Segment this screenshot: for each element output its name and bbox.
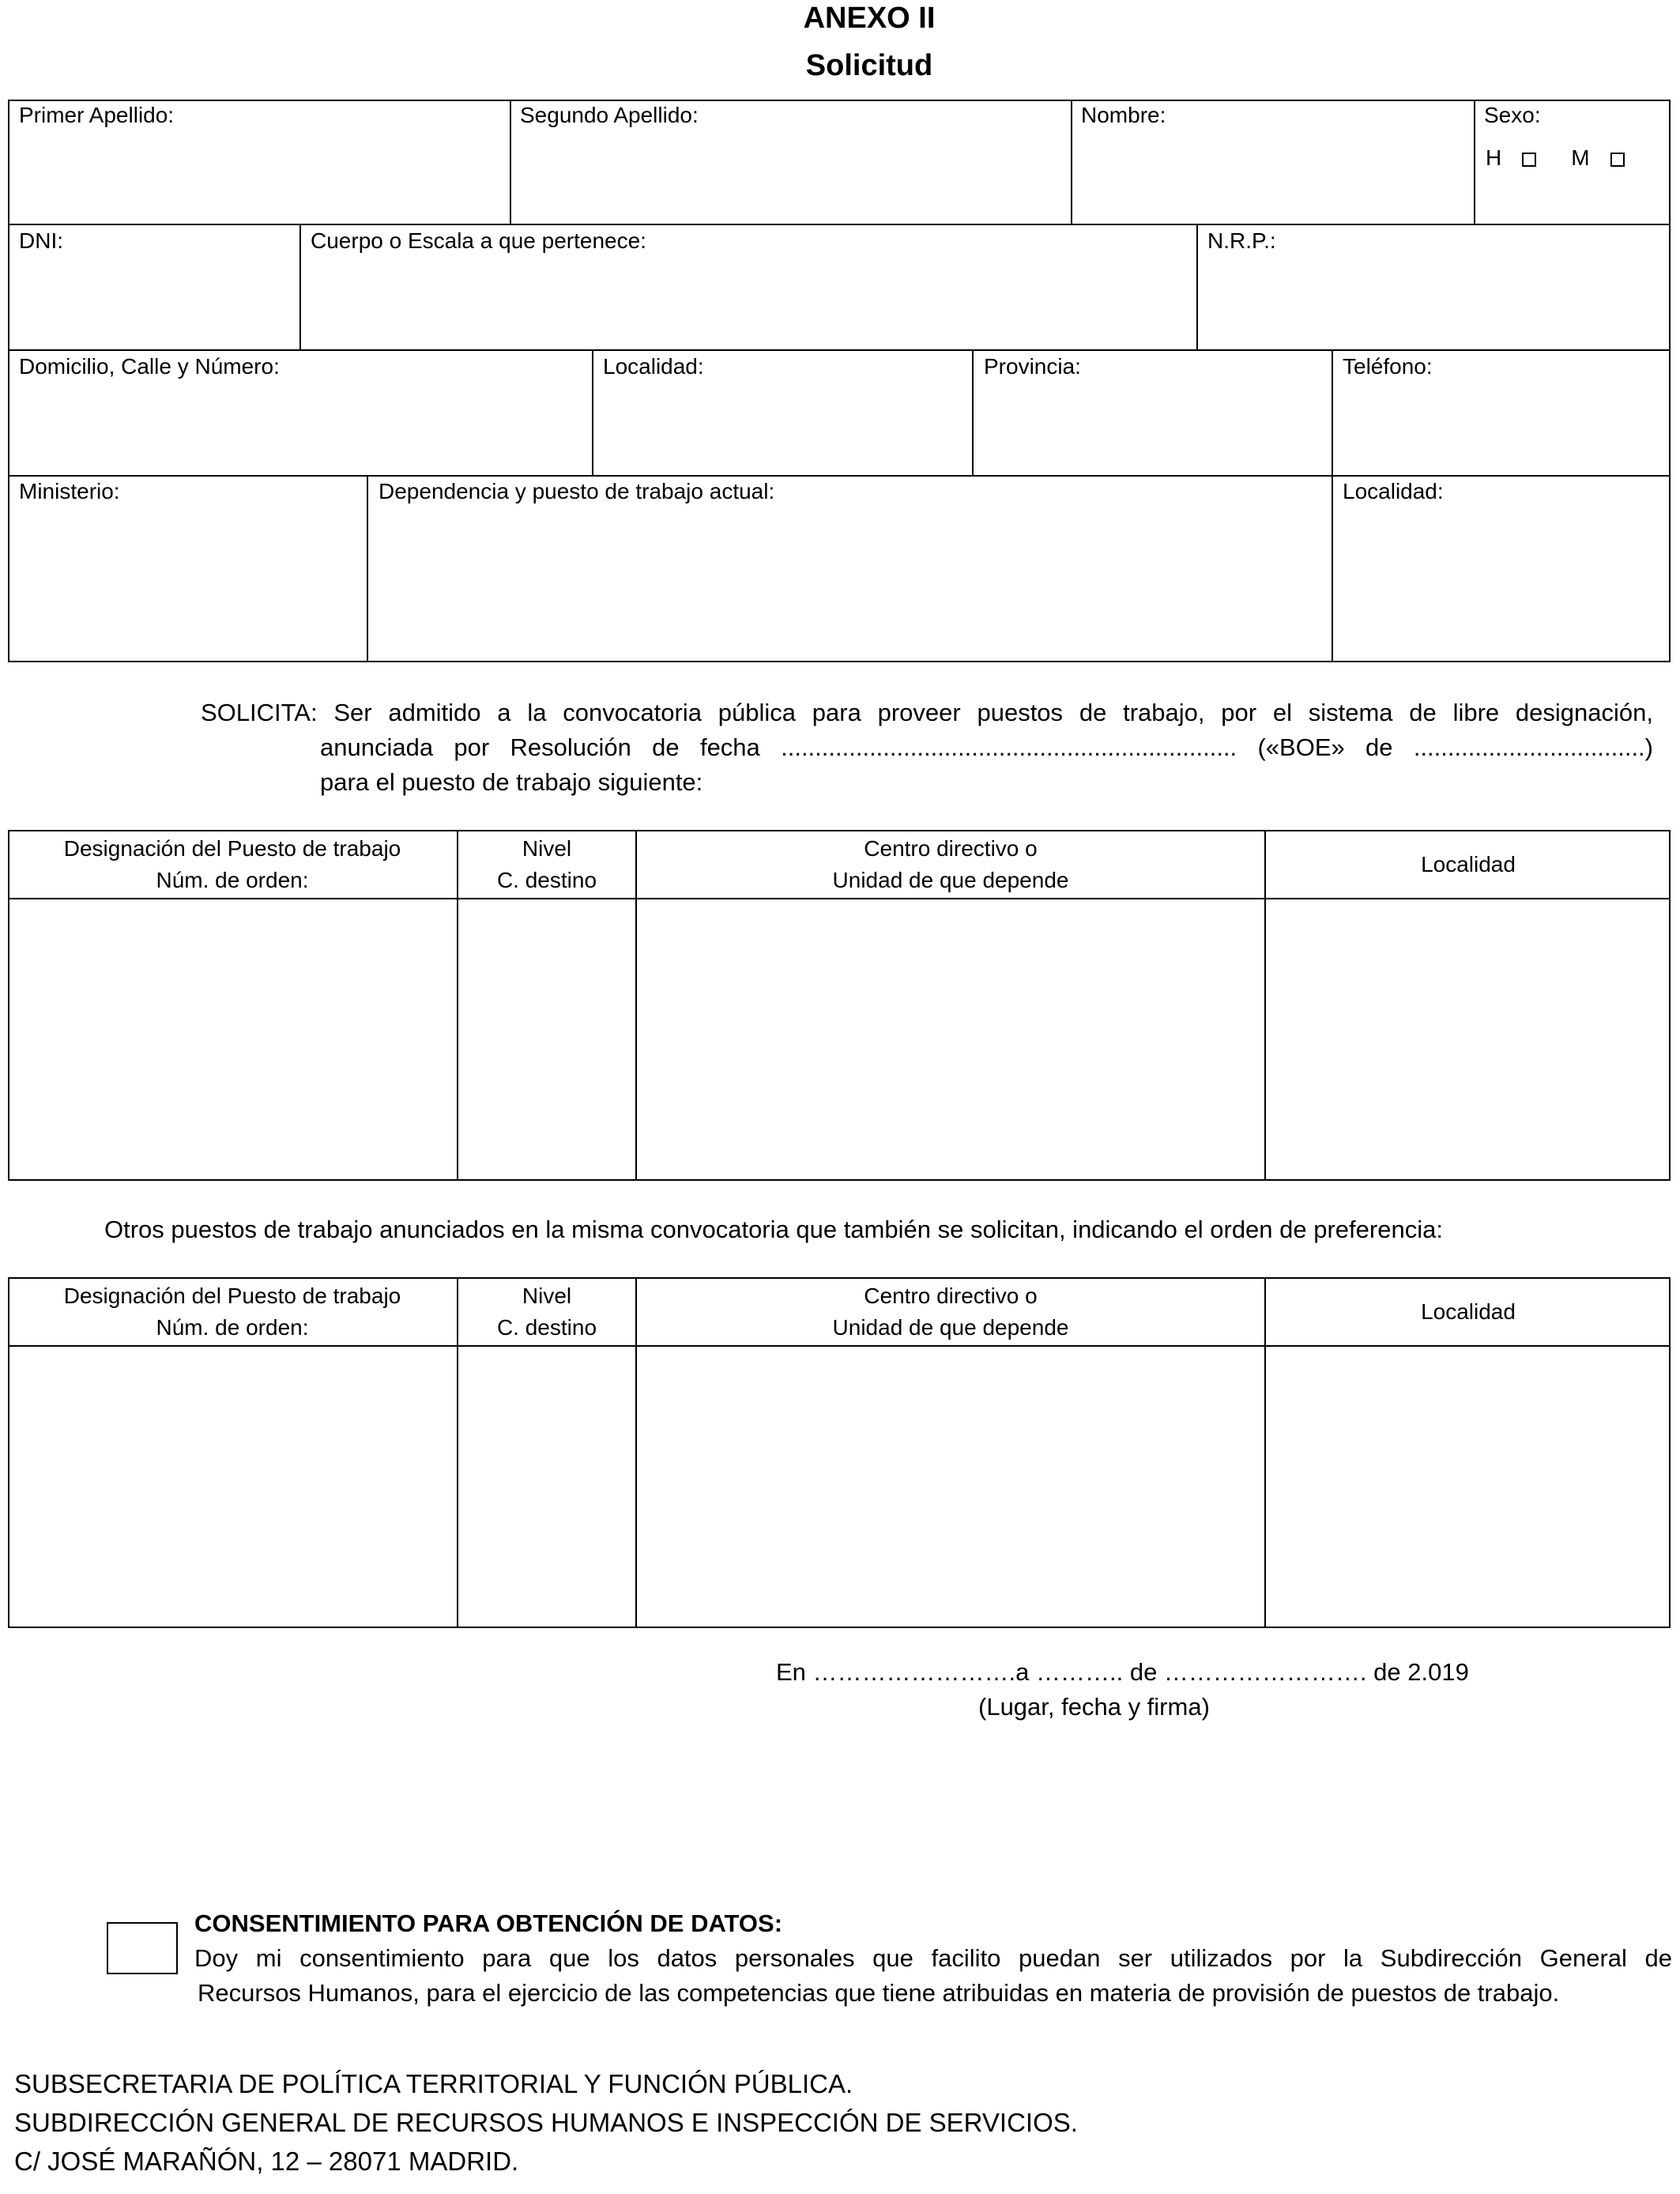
col-header-line: Centro directivo o: [864, 836, 1038, 861]
nombre-label: Nombre:: [1081, 103, 1166, 127]
row-divider: [8, 475, 1671, 477]
footer-line-2: SUBDIRECCIÓN GENERAL DE RECURSOS HUMANOS E INSPECCIÓN DE SERVICIOS.: [14, 2108, 1078, 2137]
col-header-designacion: [8, 1280, 457, 1344]
footer-line-1: SUBSECRETARIA DE POLÍTICA TERRITORIAL Y FUNCIÓN PÚBLICA.: [14, 2069, 853, 2098]
sexo-m-checkbox[interactable]: [1610, 153, 1625, 167]
col-divider: [299, 224, 301, 350]
sexo-h-checkbox[interactable]: [1522, 153, 1536, 167]
personal-data-block: [8, 100, 1671, 662]
signature-line: En …………………….a ……….. de ……………………. de 2.019: [776, 1658, 1469, 1686]
col-divider: [1264, 1277, 1266, 1628]
col-divider: [1332, 475, 1333, 662]
primer-apellido-label: Primer Apellido:: [19, 103, 175, 127]
table-header-divider: [8, 1345, 1671, 1347]
solicita-line-1: SOLICITA: Ser admitido a la convocatoria pública para proveer puestos de trabajo, por el sistema de libre designación,: [201, 699, 1653, 726]
ministerio-label: Ministerio:: [19, 479, 120, 503]
col-divider: [1196, 224, 1198, 350]
solicita-line-3: para el puesto de trabajo siguiente:: [320, 768, 703, 796]
consent-title: CONSENTIMIENTO PARA OBTENCIÓN DE DATOS:: [194, 1909, 783, 1937]
col-divider: [1474, 100, 1475, 224]
domicilio-label: Domicilio, Calle y Número:: [19, 354, 280, 379]
col-divider: [972, 349, 974, 476]
segundo-apellido-label: Segundo Apellido:: [520, 103, 699, 127]
sexo-label: Sexo:: [1484, 103, 1541, 127]
localidad-actual-label: Localidad:: [1343, 479, 1444, 503]
col-header-line: Centro directivo o: [864, 1284, 1038, 1308]
telefono-label: Teléfono:: [1343, 354, 1433, 379]
col-header-line: Nivel: [522, 836, 572, 861]
consent-line-2: Recursos Humanos, para el ejercicio de las competencias que tiene atribuidas en materia de provisión de puestos de trabajo.: [198, 1979, 1560, 2007]
col-divider: [592, 349, 593, 476]
col-header-line: Unidad de que depende: [832, 868, 1069, 892]
col-header-centro: [637, 833, 1264, 896]
row-divider: [8, 224, 1671, 225]
col-header-localidad: Localidad: [1421, 852, 1516, 876]
consent-checkbox[interactable]: [107, 1922, 178, 1974]
col-header-line: Designación del Puesto de trabajo: [63, 836, 401, 861]
col-header-localidad: Localidad: [1421, 1299, 1516, 1324]
col-header-nivel: [458, 833, 635, 896]
footer-line-3: C/ JOSÉ MARAÑÓN, 12 – 28071 MADRID.: [14, 2147, 519, 2176]
sexo-h-label: H: [1486, 145, 1502, 170]
col-divider: [510, 100, 511, 224]
col-header-line: Nivel: [522, 1284, 572, 1308]
col-header-line: C. destino: [496, 1315, 597, 1340]
col-divider: [1264, 830, 1266, 1181]
col-header-line: Unidad de que depende: [832, 1315, 1069, 1340]
col-header-line: Núm. de orden:: [156, 1315, 309, 1340]
sexo-options: [1486, 145, 1625, 171]
dni-label: DNI:: [19, 228, 63, 253]
dependencia-label: Dependencia y puesto de trabajo actual:: [379, 479, 775, 503]
nrp-label: N.R.P.:: [1207, 228, 1276, 253]
page-title: Solicitud: [805, 49, 933, 82]
col-header-designacion: [8, 833, 457, 896]
col-divider: [367, 475, 368, 662]
localidad-label: Localidad:: [603, 354, 704, 379]
sexo-m-label: M: [1571, 145, 1590, 170]
solicita-line-2: anunciada por Resolución de fecha ................................................................... («BOE» de ..................................): [320, 733, 1653, 761]
col-divider: [1071, 100, 1072, 224]
otros-puestos-text: Otros puestos de trabajo anunciados en la misma convocatoria que también se solicitan, indicando el orden de preferencia:: [104, 1216, 1443, 1243]
col-divider: [1332, 349, 1333, 476]
table-header-divider: [8, 898, 1671, 899]
col-header-line: C. destino: [496, 868, 597, 892]
signature-caption: (Lugar, fecha y firma): [978, 1693, 1210, 1721]
provincia-label: Provincia:: [984, 354, 1081, 379]
col-header-line: Designación del Puesto de trabajo: [63, 1284, 401, 1308]
cuerpo-label: Cuerpo o Escala a que pertenece:: [311, 228, 646, 253]
consent-line-1: Doy mi consentimiento para que los datos personales que facilito puedan ser utilizados por la Subdirección General de: [194, 1944, 1672, 1972]
col-header-nivel: [458, 1280, 635, 1344]
col-header-line: Núm. de orden:: [156, 868, 309, 892]
col-header-centro: [637, 1280, 1264, 1344]
row-divider: [8, 349, 1671, 351]
annex-title: ANEXO II: [803, 2, 936, 35]
